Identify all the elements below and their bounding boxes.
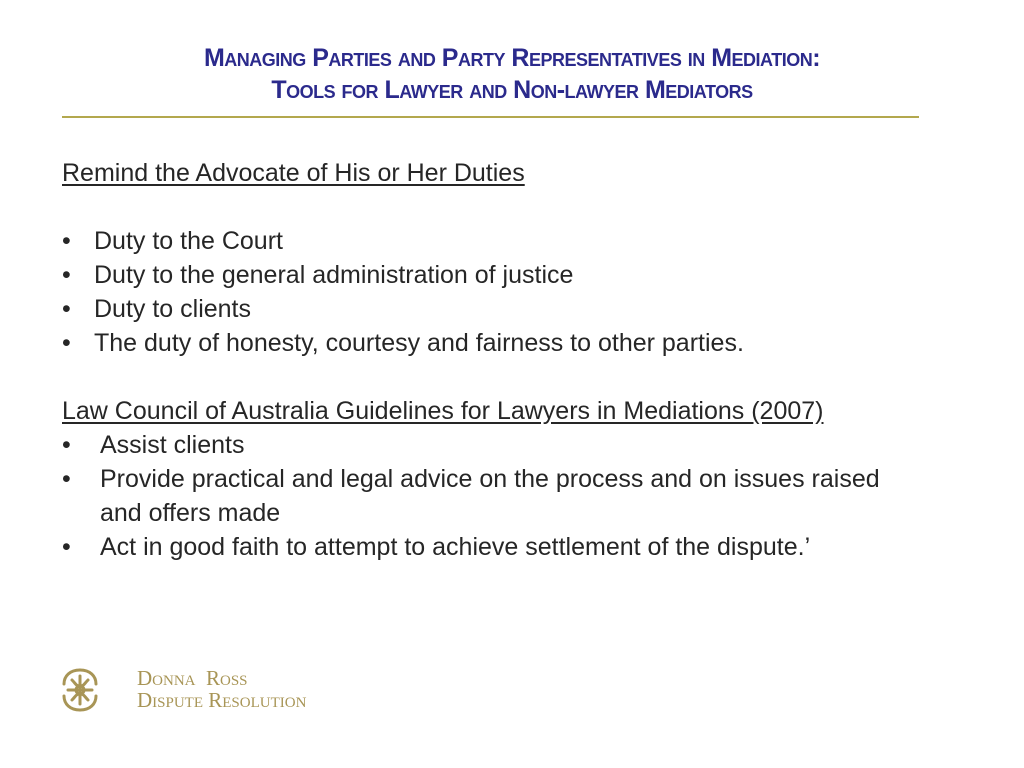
list-item [62,326,962,360]
bullet: • [62,261,71,289]
list-item-text: Act in good faith to attempt to achieve settlement of the dispute.’ [100,533,811,561]
list-item [62,258,962,292]
celtic-cross-knot-icon [58,666,102,714]
list-item-text: The duty of honesty, courtesy and fairness to other parties. [94,329,744,357]
list-item [62,428,962,462]
duties-list [62,224,962,360]
list-item-text: Provide practical and legal advice on the process and on issues raised and offers made [100,465,880,527]
guidelines-list [62,428,962,564]
bullet: • [62,533,71,561]
title-divider [62,116,919,118]
list-item-text: Duty to the general administration of justice [94,261,574,289]
brand-line2: Dispute Resolution [137,688,307,712]
brand-name [137,667,306,711]
slide-title-line1: Managing Parties and Party Representatives in Mediation: [203,44,821,72]
brand-line1: Donna Ross [137,666,248,690]
bullet: • [62,227,71,255]
guidelines-heading: Law Council of Australia Guidelines for Lawyers in Mediations (2007) [62,397,824,425]
bullet: • [62,295,71,323]
list-item-text: Duty to the Court [94,227,283,255]
slide-title [0,42,1024,106]
list-item-text: Assist clients [100,431,245,459]
list-item [62,462,912,530]
list-item [62,292,962,326]
list-item [62,224,962,258]
slide-title-line2: Tools for Lawyer and Non-lawyer Mediators [271,76,753,104]
duties-heading: Remind the Advocate of His or Her Duties [62,159,525,187]
bullet: • [62,465,71,493]
list-item-text: Duty to clients [94,295,252,323]
list-item [62,530,962,564]
bullet: • [62,431,71,459]
slide-body [62,156,962,564]
bullet: • [62,329,71,357]
